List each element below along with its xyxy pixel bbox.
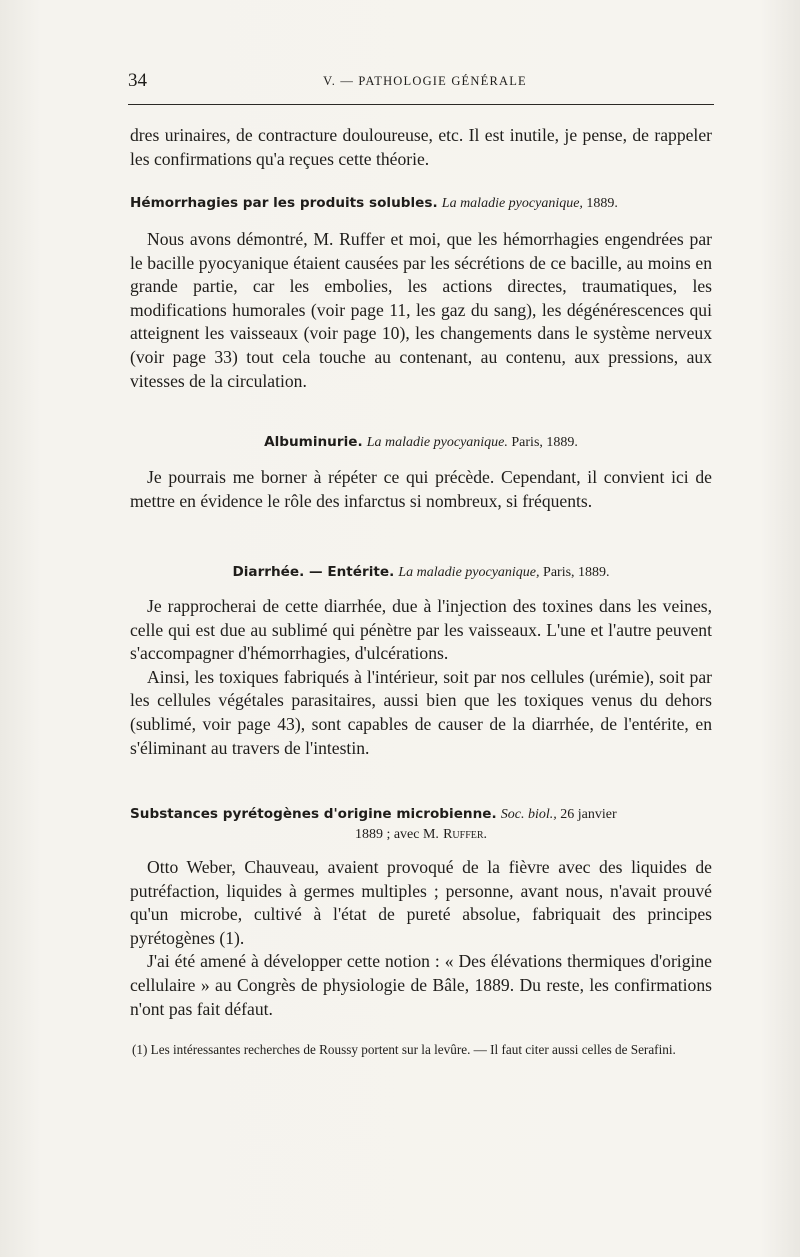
section-title: Hémorrhagies par les produits solubles. [130, 195, 438, 211]
section-reference-title: La maladie pyocyanique, [398, 565, 540, 580]
section-heading-hemorrhagies [130, 193, 712, 214]
paragraph: Je pourrais me borner à répéter ce qui précède. Cependant, il convient ici de mettre en évidence le rôle des infarctus si nombreux, si fréquents. [130, 467, 712, 511]
running-head [128, 70, 712, 94]
section-reference-year: Paris, 1889. [507, 435, 578, 450]
section-heading-substances [130, 804, 712, 845]
section-reference-author: Ruffer. [443, 827, 488, 842]
intro-paragraph-block [130, 124, 712, 171]
section-body-albuminurie [130, 466, 712, 513]
section-body-diarrhee [130, 595, 712, 760]
section-reference-line2: 1889 ; avec M. [354, 827, 439, 842]
section-body-substances [130, 856, 712, 1021]
section-reference-year: Paris, 1889. [539, 565, 610, 580]
section-title: Albuminurie. [264, 434, 363, 450]
section-title: Diarrhée. — Entérite. [232, 564, 395, 580]
section-reference-year: 1889. [582, 196, 618, 211]
running-title: V. — PATHOLOGIE GÉNÉRALE [323, 74, 527, 88]
section-reference-title: La maladie pyocyanique. [366, 435, 508, 450]
section-heading-diarrhee [130, 562, 712, 583]
footnote-text: (1) Les intéressantes recherches de Roussy portent sur la levûre. — Il faut citer aussi celles de Serafini. [132, 1042, 676, 1057]
paragraph: Nous avons démontré, M. Ruffer et moi, que les hémorrhagies engendrées par le bacille pyocyanique étaient causées par les sécrétions de ce bacille, au moins en grande partie, car les embolies, les actions directes, traumatiques, les modifications humorales (voir page 11, les gaz du sang), les dégénérescences qui atteignent les vaisseaux (voir page 10), les changements dans le système nerveux (voir page 33) tout cela touche au contenant, au contenu, aux pressions, aux vitesses de la circulation. [130, 229, 712, 391]
paragraph: Ainsi, les toxiques fabriqués à l'intérieur, soit par nos cellules (urémie), soit par les cellules végétales parasitaires, aussi bien que les toxiques venus du dehors (sublimé, voir page 43), sont capables de causer de la diarrhée, de l'entérite, en s'éliminant au travers de l'intestin. [130, 666, 712, 758]
page-number: 34 [128, 70, 147, 91]
header-rule [128, 104, 714, 105]
section-reference-date: 26 janvier [556, 807, 617, 822]
paragraph: Je rapprocherai de cette diarrhée, due à l'injection des toxines dans les veines, celle qui est due au sublimé qui pénètre par les vaisseaux. L'une et l'autre peuvent s'accompagner d'hémorrhagies, d'ulcérations. [130, 596, 712, 664]
section-heading-albuminurie [130, 432, 712, 453]
paragraph: Otto Weber, Chauveau, avaient provoqué de la fièvre avec des liquides de putréfaction, liquides à germes multiples ; personne, avant nous, n'avait prouvé qu'un microbe, cultivé à l'état de pureté absolue, fabriquait des principes pyrétogènes (1). [130, 857, 712, 948]
section-reference-journal: Soc. biol., [500, 807, 557, 822]
intro-paragraph: dres urinaires, de contracture douloureuse, etc. Il est inutile, je pense, de rappeler les confirmations qu'a reçues cette théorie. [130, 125, 712, 169]
section-reference-title: La maladie pyocyanique, [441, 196, 583, 211]
paragraph: J'ai été amené à développer cette notion : « Des élévations thermiques d'origine cellulaire » au Congrès de physiologie de Bâle, 1889. Du reste, les confirmations n'ont pas fait défaut. [130, 951, 712, 1019]
section-title: Substances pyrétogènes d'origine microbienne. [130, 806, 497, 822]
footnote [130, 1040, 714, 1059]
section-body-hemorrhagies [130, 228, 712, 393]
